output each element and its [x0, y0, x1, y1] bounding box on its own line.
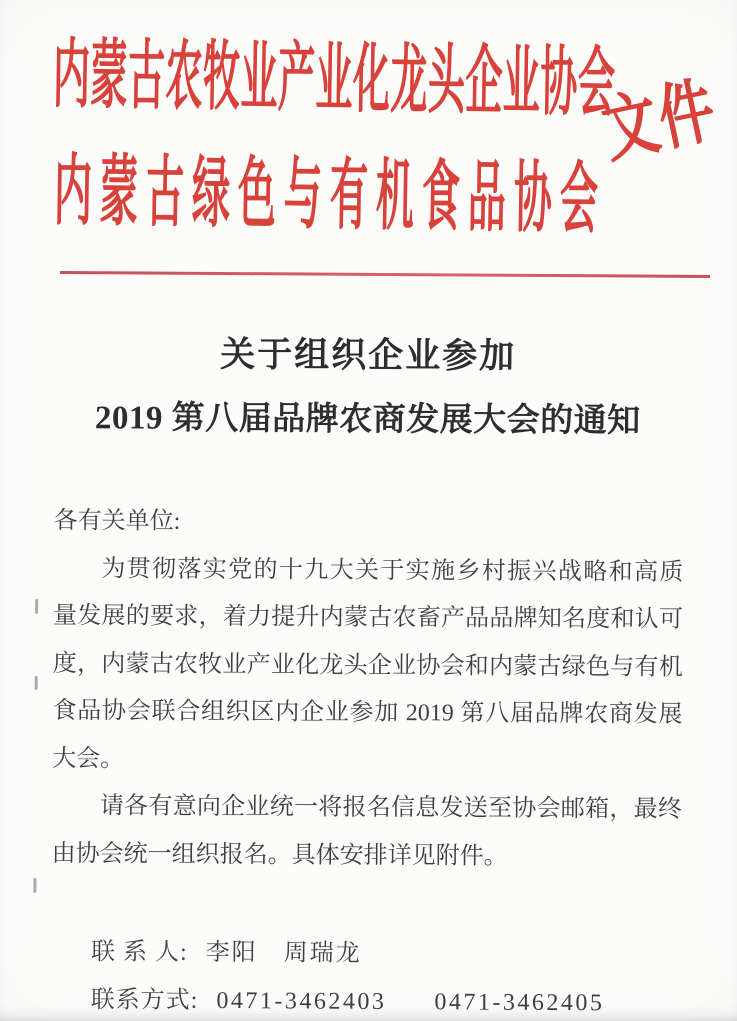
scan-speck: [35, 599, 38, 614]
scan-speck: [35, 676, 38, 690]
notice-title-line-1: 关于组织企业参加: [220, 334, 517, 376]
contact-phone-number-2: 0471-3462405: [434, 989, 605, 1017]
scan-speck: [33, 878, 36, 893]
notice-body: [51, 498, 683, 882]
contact-phone-line: [91, 976, 605, 1021]
body-line: 由协会统一组织报名。具体安排详见附件。: [51, 840, 508, 870]
body-line: 量发展的要求，着力提升内蒙古农畜产品品牌知名度和认可: [52, 602, 684, 633]
contact-person-label: 联 系 人:: [90, 939, 188, 966]
letterhead-doc-type-label: 文件: [595, 70, 724, 172]
contact-person-names: 李阳 周瑞龙: [205, 939, 362, 967]
salutation-line: 各有关单位:: [53, 507, 181, 535]
body-line: 大会。: [52, 745, 125, 772]
notice-title: [0, 333, 737, 443]
body-line: 为贯彻落实党的十九大关于实施乡村振兴战略和高质: [101, 555, 684, 586]
contact-info: [91, 928, 605, 1021]
contact-phone-number-1: 0471-3462403: [216, 987, 387, 1016]
contact-person-line: [91, 928, 605, 979]
letterhead-org-name-1: 内蒙古农牧业产业化龙头企业协会: [52, 34, 617, 128]
contact-phone-label: 联系方式:: [90, 987, 199, 1014]
body-line: 度，内蒙古农牧业产业化龙头企业协会和内蒙古绿色与有机: [52, 650, 683, 681]
letterhead-org-name-2: 内蒙古绿色与有机食品协会: [53, 149, 607, 245]
notice-title-line-2: 2019 第八届品牌农商发展大会的通知: [94, 400, 641, 440]
body-line: 请各有意向企业统一将报名信息发送至协会邮箱，最终: [99, 793, 682, 823]
body-line: 食品协会联合组织区内企业参加 2019 第八届品牌农商发展: [52, 697, 683, 728]
